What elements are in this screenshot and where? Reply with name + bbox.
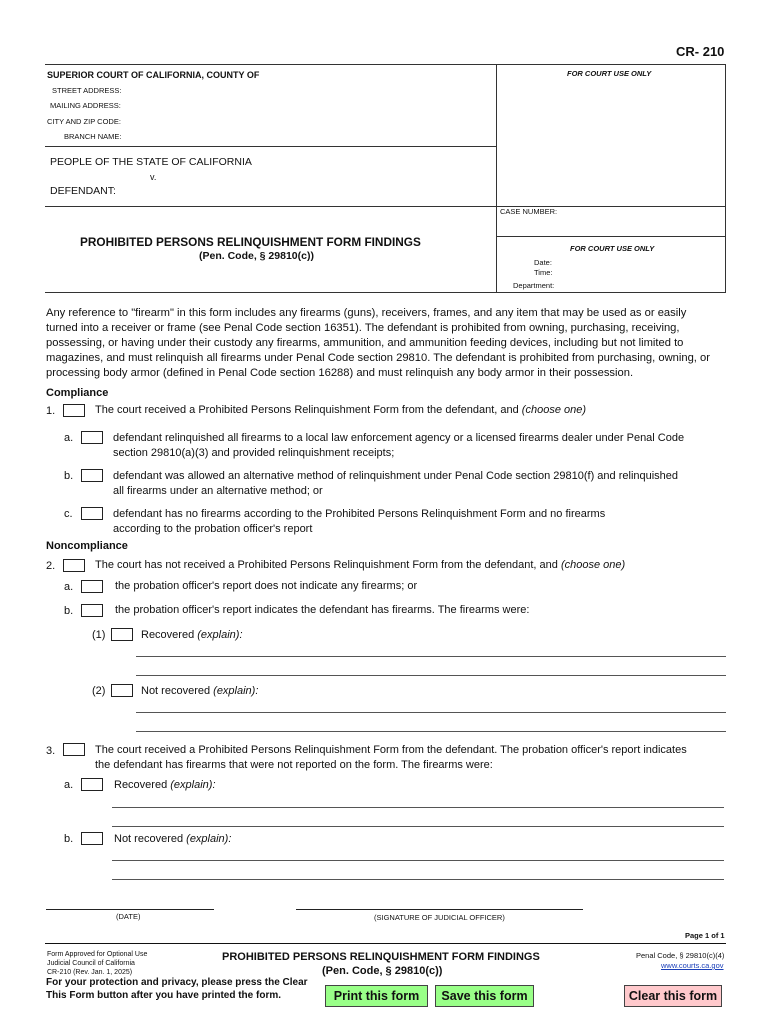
mailing-address-label: MAILING ADDRESS: — [50, 101, 121, 110]
intro-line: possessing, or having under their custody any firearms, ammunition, and ammunition feeding devices, including but not limited to — [46, 337, 684, 349]
item-2b1-label: (1) — [92, 629, 106, 641]
noncompliance-heading: Noncompliance — [46, 540, 128, 552]
item-2b2-text-main: Not recovered — [141, 685, 211, 697]
item-3a-checkbox[interactable] — [81, 778, 103, 791]
item-3-checkbox[interactable] — [63, 743, 85, 756]
item-2b2-checkbox[interactable] — [111, 684, 133, 697]
item-3-line: The court received a Prohibited Persons Relinquishment Form from the defendant. The probation officer's report indicates — [95, 744, 687, 756]
item-3a-label: a. — [64, 779, 74, 791]
item-3a-text-main: Recovered — [114, 779, 168, 791]
caption-top-border — [45, 64, 726, 65]
item-2b2-explain: (explain): — [213, 685, 259, 697]
item-2-choose: (choose one) — [560, 559, 626, 571]
item-2b1-explain-line-2[interactable] — [136, 675, 726, 676]
print-form-button[interactable]: Print this form — [325, 985, 428, 1007]
caption-right-border — [725, 64, 726, 292]
item-1a-text — [113, 431, 684, 461]
item-2b1-explain: (explain): — [197, 629, 243, 641]
item-3b-explain-line-1[interactable] — [112, 860, 724, 861]
item-2-number: 2. — [46, 560, 56, 572]
date-signature-line[interactable] — [46, 909, 214, 910]
item-2b-label: b. — [64, 605, 74, 617]
item-1b-text — [113, 469, 678, 499]
item-1a-line: section 29810(a)(3) and provided relinquishment receipts; — [113, 447, 395, 459]
page-number: Page 1 of 1 — [685, 931, 725, 940]
item-1a-line: defendant relinquished all firearms to a local law enforcement agency or a licensed firearms dealer under Penal Code — [113, 432, 685, 444]
item-3a-explain-line-2[interactable] — [112, 826, 724, 827]
item-1b-line: defendant was allowed an alternative method of relinquishment under Penal Code section 29810(f) and relinquished — [113, 470, 679, 482]
item-1-text — [95, 404, 586, 416]
compliance-heading: Compliance — [46, 387, 109, 399]
item-1-text-main: The court received a Prohibited Persons Relinquishment Form from the defendant, and — [95, 404, 519, 416]
intro-line: magazines, and must relinquish all firearms under Penal Code section 29810. The defendant is prohibited from purchasing, owning, or — [46, 352, 710, 364]
street-address-label: STREET ADDRESS: — [52, 86, 122, 95]
privacy-line-2: This Form button after you have printed the form. — [46, 990, 282, 1001]
intro-line: processing body armor (defined in Penal Code section 16288) and must relinquish any body armor in their possession. — [46, 367, 634, 379]
versus-label: v. — [150, 172, 157, 182]
item-1b-label: b. — [64, 470, 74, 482]
item-2b2-explain-line-2[interactable] — [136, 731, 726, 732]
item-2b1-explain-line-1[interactable] — [136, 656, 726, 657]
item-2a-checkbox[interactable] — [81, 580, 103, 593]
footer-code: Penal Code, § 29810(c)(4) — [636, 951, 725, 960]
item-2a-text: the probation officer's report does not indicate any firearms; or — [115, 580, 418, 592]
item-3b-text-main: Not recovered — [114, 833, 184, 845]
item-3a-text — [114, 779, 216, 791]
item-2b1-text — [141, 629, 243, 641]
form-number: CR- 210 — [676, 44, 725, 59]
footer-revision: CR-210 (Rev. Jan. 1, 2025) — [47, 969, 133, 976]
item-1b-line: all firearms under an alternative method; or — [113, 485, 323, 497]
item-2b2-text — [141, 685, 258, 697]
item-1c-line: according to the probation officer's report — [113, 523, 313, 535]
city-zip-label: CITY AND ZIP CODE: — [47, 117, 121, 126]
people-label: PEOPLE OF THE STATE OF CALIFORNIA — [50, 156, 252, 168]
item-1a-label: a. — [64, 432, 74, 444]
caption-line-2 — [45, 206, 726, 207]
hearing-date-label: Date: — [534, 258, 552, 267]
intro-paragraph — [46, 306, 736, 381]
item-2b1-text-main: Recovered — [141, 629, 195, 641]
item-1-number: 1. — [46, 405, 56, 417]
footer-subtitle: (Pen. Code, § 29810(c)) — [322, 965, 443, 977]
court-name-label: SUPERIOR COURT OF CALIFORNIA, COUNTY OF — [47, 70, 260, 80]
item-1a-checkbox[interactable] — [81, 431, 103, 444]
hearing-time-label: Time: — [534, 268, 553, 277]
item-3b-explain: (explain): — [186, 833, 232, 845]
caption-line-3 — [496, 236, 726, 237]
caption-bottom-border — [45, 292, 726, 293]
item-1c-label: c. — [64, 508, 73, 520]
case-number-label: CASE NUMBER: — [500, 207, 558, 216]
item-2b2-explain-line-1[interactable] — [136, 712, 726, 713]
item-2-text — [95, 559, 625, 571]
clear-form-button[interactable]: Clear this form — [624, 985, 722, 1007]
item-3a-explain: (explain): — [170, 779, 216, 791]
for-court-use-label: FOR COURT USE ONLY — [567, 69, 652, 78]
footer-rule — [45, 943, 726, 944]
item-2b-text: the probation officer's report indicates the defendant has firearms. The firearms were: — [115, 604, 530, 616]
intro-line: Any reference to "firearm" in this form includes any firearms (guns), receivers, frames, and any item that may be used as or easily — [46, 307, 687, 319]
item-1c-checkbox[interactable] — [81, 507, 103, 520]
caption-subtitle: (Pen. Code, § 29810(c)) — [199, 250, 314, 262]
item-1-checkbox[interactable] — [63, 404, 85, 417]
for-court-use-label-2: FOR COURT USE ONLY — [570, 244, 655, 253]
footer-approved: Form Approved for Optional Use — [47, 951, 148, 958]
item-1c-text — [113, 507, 605, 537]
item-1-choose: (choose one) — [521, 404, 587, 416]
item-3-text — [95, 743, 687, 773]
case-number-input[interactable] — [500, 218, 722, 234]
privacy-line-1: For your protection and privacy, please press the Clear — [46, 977, 308, 988]
date-label: (DATE) — [116, 912, 141, 921]
item-2-text-main: The court has not received a Prohibited Persons Relinquishment Form from the defendant, and — [95, 559, 558, 571]
defendant-label: DEFENDANT: — [50, 185, 116, 197]
item-1c-line: defendant has no firearms according to the Prohibited Persons Relinquishment Form and no firearms — [113, 508, 606, 520]
caption-line-1 — [45, 146, 496, 147]
item-3a-explain-line-1[interactable] — [112, 807, 724, 808]
branch-name-label: BRANCH NAME: — [64, 132, 122, 141]
judge-signature-label: (SIGNATURE OF JUDICIAL OFFICER) — [374, 913, 505, 922]
item-2a-label: a. — [64, 581, 74, 593]
item-2b2-label: (2) — [92, 685, 106, 697]
item-3-line: the defendant has firearms that were not reported on the form. The firearms were: — [95, 759, 493, 771]
caption-divider — [496, 64, 497, 292]
save-form-button[interactable]: Save this form — [435, 985, 534, 1007]
intro-line: turned into a receiver or frame (see Penal Code section 16351). The defendant is prohibited from owning, purchasing, receiving, — [46, 322, 680, 334]
caption-title: PROHIBITED PERSONS RELINQUISHMENT FORM FINDINGS — [80, 235, 421, 249]
item-2b-checkbox[interactable] — [81, 604, 103, 617]
item-2-checkbox[interactable] — [63, 559, 85, 572]
item-2b1-checkbox[interactable] — [111, 628, 133, 641]
hearing-department-label: Department: — [513, 281, 555, 290]
footer-council: Judicial Council of California — [47, 960, 135, 967]
footer-title: PROHIBITED PERSONS RELINQUISHMENT FORM FINDINGS — [222, 951, 540, 963]
item-1b-checkbox[interactable] — [81, 469, 103, 482]
item-3b-explain-line-2[interactable] — [112, 879, 724, 880]
item-3-number: 3. — [46, 745, 56, 757]
judge-signature-line[interactable] — [296, 909, 583, 910]
item-3b-text — [114, 833, 231, 845]
item-3b-checkbox[interactable] — [81, 832, 103, 845]
item-3b-label: b. — [64, 833, 74, 845]
footer-url-link[interactable]: www.courts.ca.gov — [661, 961, 724, 970]
